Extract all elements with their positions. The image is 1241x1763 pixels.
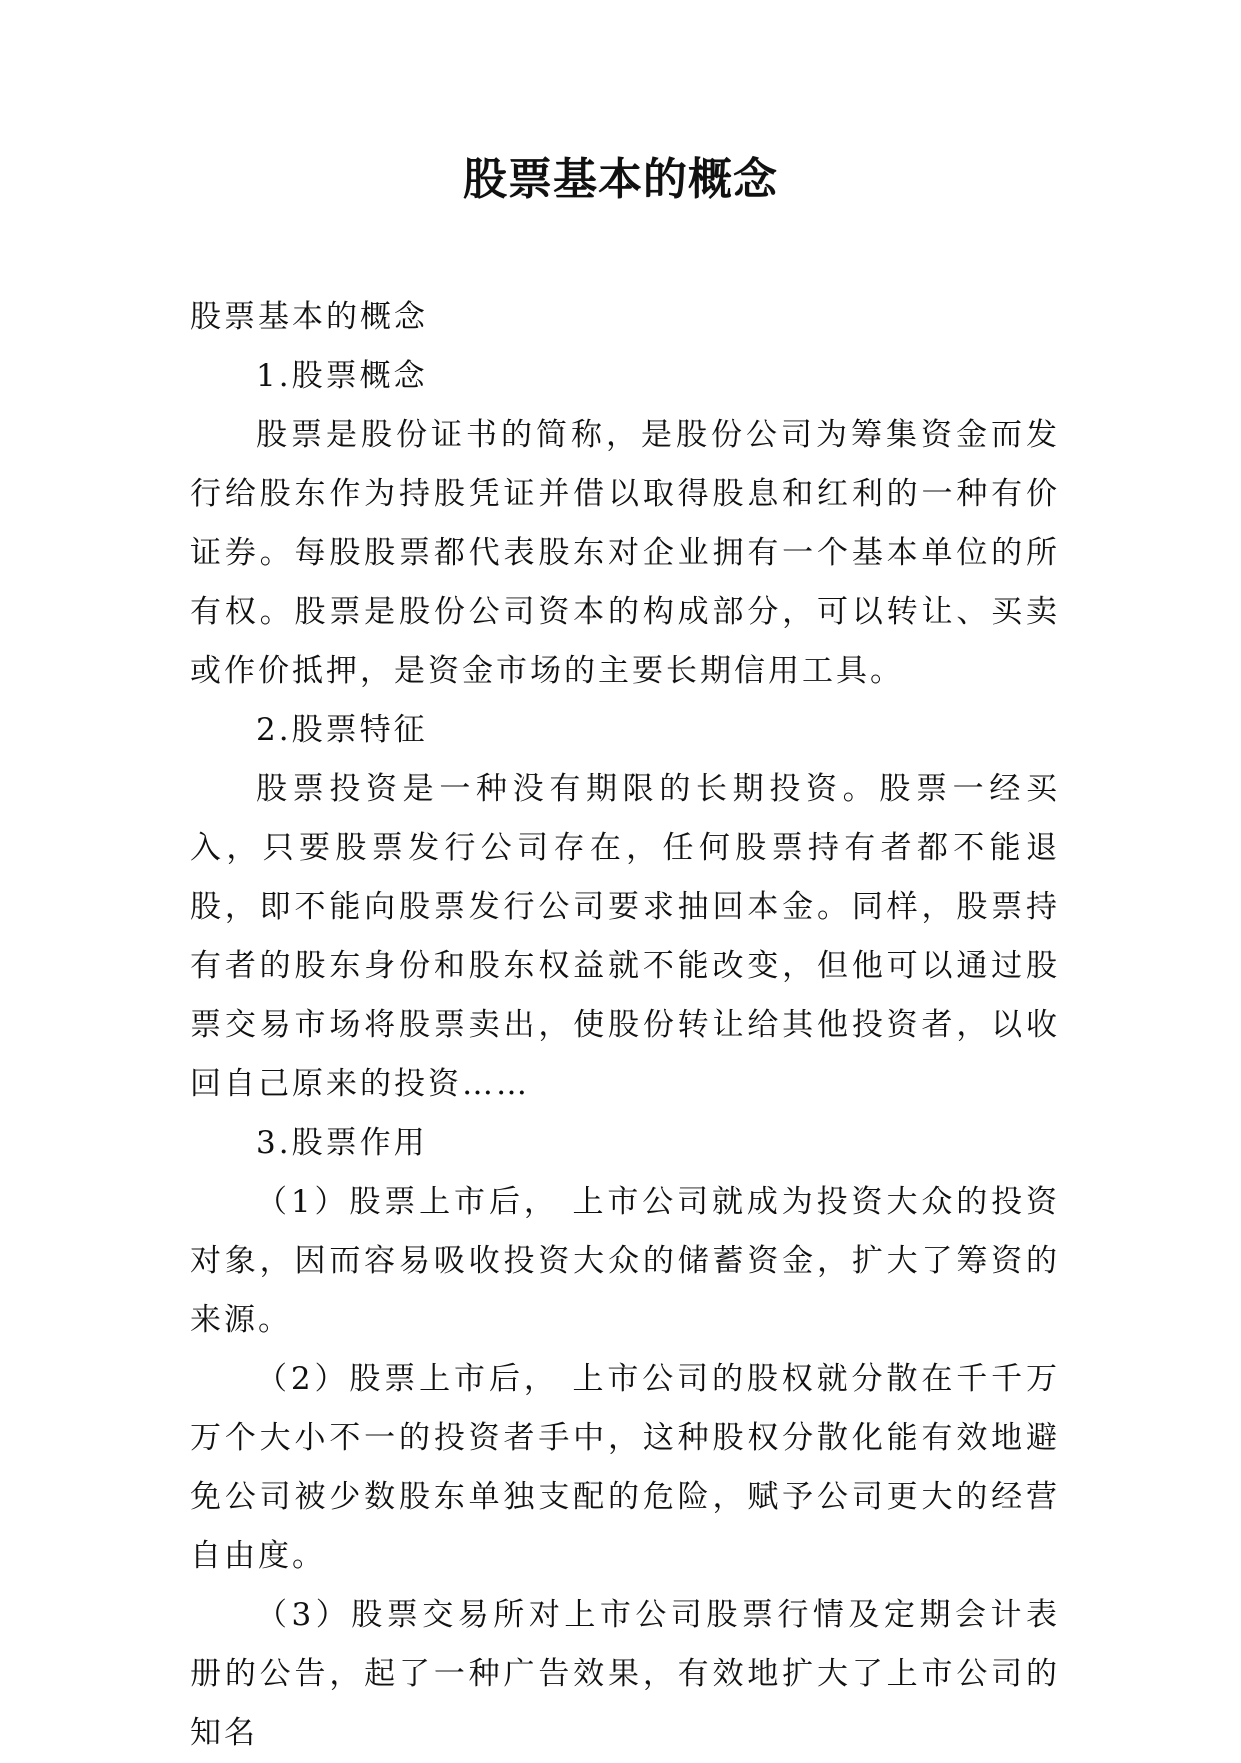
section-heading-3: 3.股票作用 [256,1125,428,1161]
body-heading: 股票基本的概念 [190,299,428,335]
paragraph-concept: 股票是股份证书的简称，是股份公司为筹集资金而发行给股东作为持股凭证并借以取得股息和红利的一种有价证券。每股股票都代表股东对企业拥有一个基本单位的所有权。股票是股份公司资本的构成部分，可以转让、买卖或作价抵押，是资金市场的主要长期信用工具。 [190,417,1060,689]
paragraph-role-1: （1）股票上市后， 上市公司就成为投资大众的投资对象，因而容易吸收投资大众的储蓄资金，扩大了筹资的来源。 [190,1184,1060,1338]
section-heading-1: 1.股票概念 [256,358,428,394]
document-title: 股票基本的概念 [463,154,778,205]
paragraph-role-3: （3）股票交易所对上市公司股票行情及定期会计表册的公告，起了一种广告效果，有效地扩大了上市公司的知名 [190,1597,1060,1751]
paragraph-role-2: （2）股票上市后， 上市公司的股权就分散在千千万万个大小不一的投资者手中，这种股权分散化能有效地避免公司被少数股东单独支配的危险，赋予公司更大的经营自由度。 [190,1361,1060,1574]
section-heading-2: 2.股票特征 [256,712,428,748]
document-body [190,288,1060,1763]
paragraph-features: 股票投资是一种没有期限的长期投资。股票一经买入，只要股票发行公司存在，任何股票持有者都不能退股，即不能向股票发行公司要求抽回本金。同样，股票持有者的股东身份和股东权益就不能改变，但他可以通过股票交易市场将股票卖出，使股份转让给其他投资者，以收回自己原来的投资…… [190,771,1060,1102]
